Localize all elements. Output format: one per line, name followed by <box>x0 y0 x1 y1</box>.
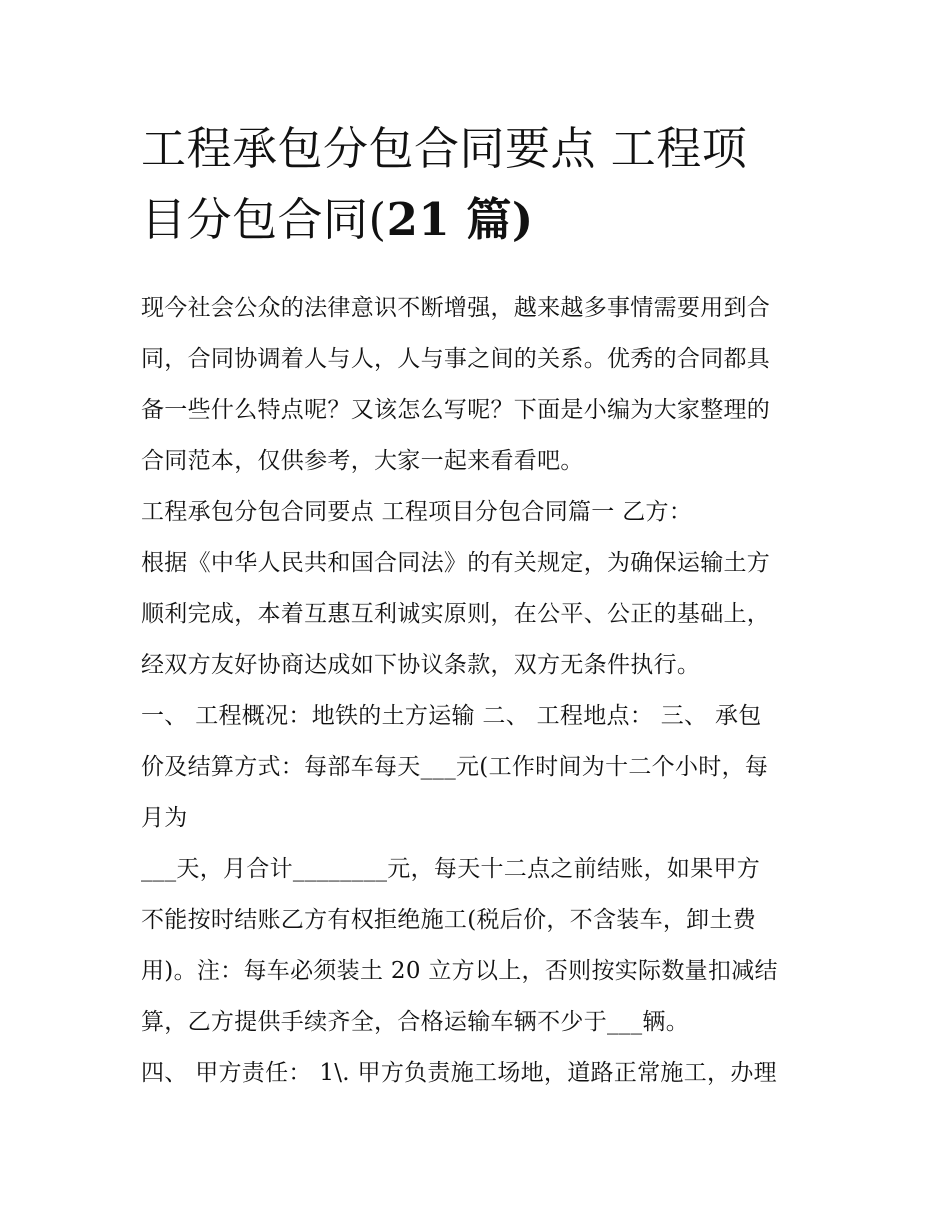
body-line-clause-4: ___天，月合计________元，每天十二点之前结账，如果甲方 <box>141 856 761 882</box>
section-heading: 工程承包分包合同要点 工程项目分包合同篇一 乙方： <box>141 499 693 525</box>
body-line-intro-4: 合同范本，仅供参考，大家一起来看看吧。 <box>141 448 584 474</box>
document-body <box>141 283 814 1099</box>
body-line-intro-1: 现今社会公众的法律意识不断增强，越来越多事情需要用到合 <box>141 295 771 321</box>
title-line-2-tail: 篇) <box>450 193 534 246</box>
body-line-clause-8: 四、 甲方责任： 1\. 甲方负责施工场地，道路正常施工，办理 <box>141 1060 777 1086</box>
body-line-clause-7: 算，乙方提供手续齐全，合格运输车辆不少于___辆。 <box>141 1009 689 1035</box>
body-line-preamble-2: 顺利完成，本着互惠互利诚实原则，在公平、公正的基础上， <box>141 601 771 627</box>
body-line-preamble-1: 根据《中华人民共和国合同法》的有关规定，为确保运输土方 <box>141 550 771 576</box>
title-line-2-text: 目分包合同( <box>141 193 387 246</box>
body-line-clause-2: 价及结算方式：每部车每天___元(工作时间为十二个小时，每 <box>141 754 769 780</box>
body-line-intro-2: 同，合同协调着人与人，人与事之间的关系。优秀的合同都具 <box>141 346 771 372</box>
body-line-clause-1: 一、 工程概况：地铁的土方运输 二、 工程地点： 三、 承包 <box>141 703 762 729</box>
body-line-clause-3: 月为 <box>141 805 188 831</box>
title-line-1: 工程承包分包合同要点 工程项 <box>141 122 748 175</box>
body-line-intro-3: 备一些什么特点呢？又该怎么写呢？下面是小编为大家整理的 <box>141 397 771 423</box>
body-line-clause-6: 用)。注：每车必须装土 20 立方以上，否则按实际数量扣减结 <box>141 958 778 984</box>
title-line-2-number: 21 <box>386 193 451 246</box>
body-line-preamble-3: 经双方友好协商达成如下协议条款，双方无条件执行。 <box>141 652 701 678</box>
body-line-clause-5: 不能按时结账乙方有权拒绝施工(税后价，不含装车，卸土费 <box>141 907 757 933</box>
document-title <box>141 113 814 255</box>
